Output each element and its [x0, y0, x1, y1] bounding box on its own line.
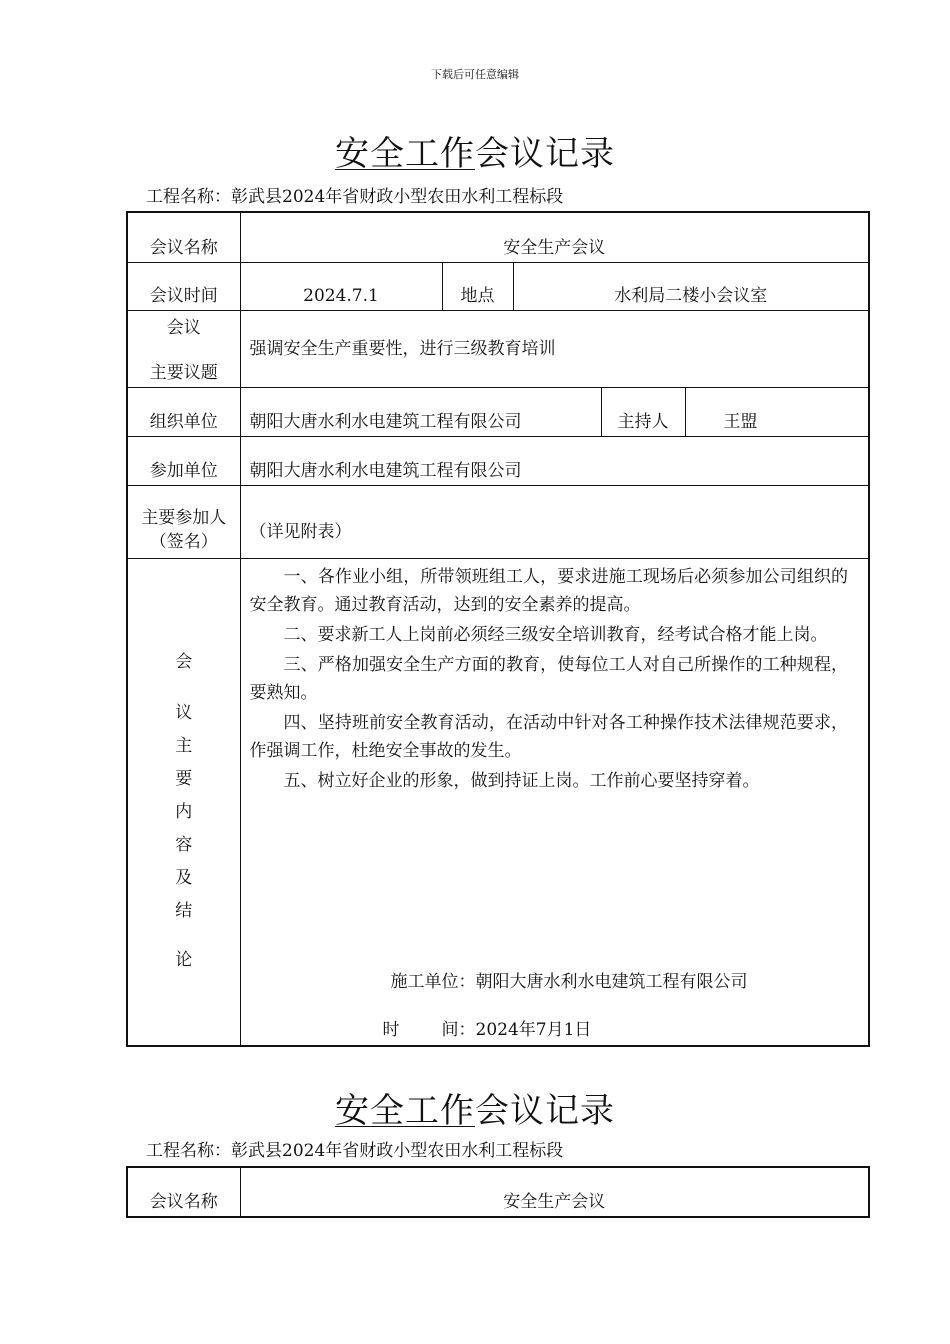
second-row-meeting-name [127, 1167, 869, 1217]
org-value: 朝阳大唐水利水电建筑工程有限公司 [240, 387, 601, 436]
date-label-b: 间：2024年7月1日 [441, 1019, 592, 1040]
date-label-a: 时 [382, 1019, 400, 1040]
participants-label [127, 485, 240, 558]
row-content [127, 558, 869, 1046]
second-title-underlined: 安全工作 [335, 1091, 475, 1131]
content-label-char: 主 [175, 735, 193, 756]
row-org [127, 387, 869, 436]
content-label-char: 及 [175, 867, 193, 888]
topic-label-top: 会议 [166, 317, 201, 338]
second-project-name: 工程名称：彰武县2024年省财政小型农田水利工程标段 [146, 1141, 564, 1161]
row-meeting-name [127, 212, 869, 262]
participants-label-top: 主要参加人 [141, 507, 227, 528]
content-label-char: 结 [175, 900, 193, 921]
second-meeting-name-value: 安全生产会议 [240, 1167, 869, 1217]
second-meeting-name-label: 会议名称 [127, 1167, 240, 1217]
topic-label [127, 310, 240, 387]
content-paragraph: 二、要求新工人上岗前必须经三级安全培训教育，经考试合格才能上岗。 [283, 624, 828, 645]
participants-label-bottom: （签名） [149, 531, 218, 552]
second-title-rest: 会议记录 [475, 1091, 615, 1131]
content-paragraph: 四、坚持班前安全教育活动，在活动中针对各工种操作技术法律规范要求，作强调工作，杜绝安全事故的发生。 [249, 712, 849, 761]
content-label-char: 论 [175, 949, 193, 970]
content-label-char: 容 [175, 834, 193, 855]
place-value: 水利局二楼小会议室 [513, 262, 869, 310]
content-label [127, 558, 240, 1046]
second-record-table [126, 1166, 870, 1218]
content-paragraph: 五、树立好企业的形象，做到持证上岗。工作前心要坚持穿着。 [283, 770, 760, 791]
topic-label-bottom: 主要议题 [149, 362, 218, 383]
place-label: 地点 [442, 262, 513, 310]
title-underlined: 安全工作 [335, 134, 475, 174]
row-topic [127, 310, 869, 387]
meeting-time-value: 2024.7.1 [240, 262, 442, 310]
title-rest: 会议记录 [475, 134, 615, 174]
meeting-name-label: 会议名称 [127, 212, 240, 262]
participant-unit-label: 参加单位 [127, 436, 240, 485]
content-label-char: 会 [175, 651, 193, 672]
meeting-record-table [126, 211, 870, 1047]
meeting-date-line [383, 1015, 592, 1040]
row-meeting-time [127, 262, 869, 310]
org-label: 组织单位 [127, 387, 240, 436]
content-label-char: 要 [175, 768, 193, 789]
content-paragraph: 三、严格加强安全生产方面的教育，使每位工人对自己所操作的工种规程，要熟知。 [249, 654, 849, 703]
content-label-char: 议 [175, 702, 193, 723]
participant-unit-value: 朝阳大唐水利水电建筑工程有限公司 [240, 436, 869, 485]
project-name: 工程名称：彰武县2024年省财政小型农田水利工程标段 [146, 187, 564, 207]
participants-value: （详见附表） [240, 485, 869, 558]
host-label: 主持人 [601, 387, 685, 436]
content-label-char: 内 [175, 801, 193, 822]
second-page-title [0, 1083, 950, 1132]
row-participants [127, 485, 869, 558]
topic-value: 强调安全生产重要性，进行三级教育培训 [240, 310, 869, 387]
content-paragraph: 一、各作业小组，所带领班组工人，要求进施工现场后必须参加公司组织的安全教育。通过教育活动，达到的安全素养的提高。 [249, 566, 849, 615]
construction-unit-line: 施工单位：朝阳大唐水利水电建筑工程有限公司 [390, 971, 748, 992]
host-value: 王盟 [685, 387, 869, 436]
content-body [240, 558, 869, 1046]
meeting-name-value: 安全生产会议 [240, 212, 869, 262]
row-participant-unit [127, 436, 869, 485]
meeting-time-label: 会议时间 [127, 262, 240, 310]
header-note: 下载后可任意编辑 [431, 68, 519, 81]
page-title [0, 126, 950, 175]
